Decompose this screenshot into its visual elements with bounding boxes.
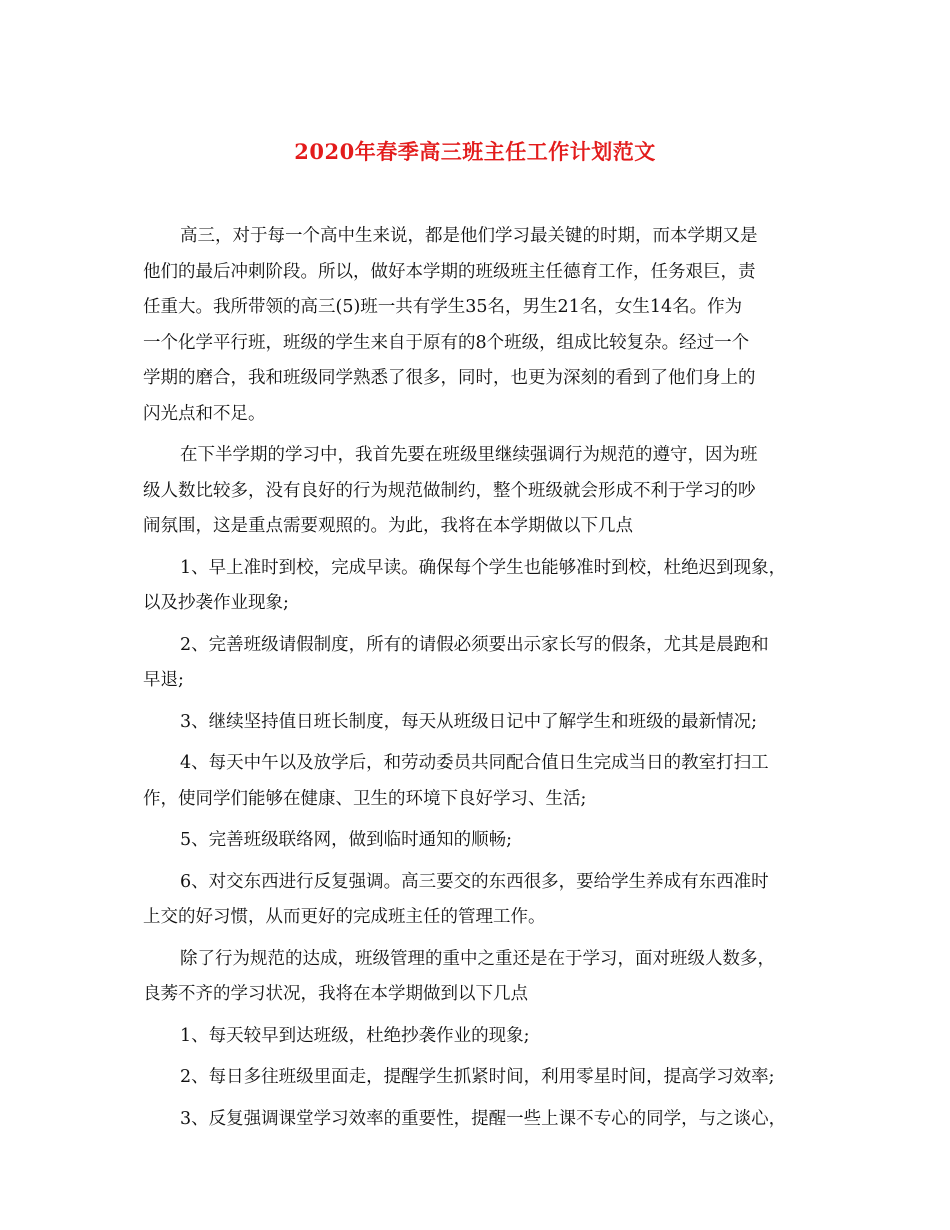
paragraph <box>143 746 813 817</box>
document-title: 2020年春季高三班主任工作计划范文 <box>294 139 656 164</box>
paragraph-line: 以及抄袭作业现象; <box>143 593 289 613</box>
paragraph <box>143 705 813 741</box>
paragraph <box>143 1102 813 1138</box>
paragraph-line: 5、完善班级联络网，做到临时通知的顺畅; <box>180 830 513 850</box>
paragraph-line: 6、对交东西进行反复强调。高三要交的东西很多，要给学生养成有东西准时 <box>180 871 769 892</box>
paragraph <box>143 219 813 432</box>
paragraph-line: 上交的好习惯，从而更好的完成班主任的管理工作。 <box>143 907 546 927</box>
paragraph-line: 他们的最后冲刺阶段。所以，做好本学期的班级班主任德育工作，任务艰巨，责 <box>143 261 756 282</box>
paragraph-line: 在下半学期的学习中，我首先要在班级里继续强调行为规范的遵守，因为班 <box>180 445 758 465</box>
paragraph <box>143 628 813 699</box>
paragraph-line: 学期的磨合，我和班级同学熟悉了很多，同时，也更为深刻的看到了他们身上的 <box>143 368 756 388</box>
paragraph-line: 1、早上准时到校，完成早读。确保每个学生也能够准时到校，杜绝迟到现象， <box>180 557 787 578</box>
paragraph <box>143 551 813 622</box>
paragraph-line: 一个化学平行班，班级的学生来自于原有的8个班级，组成比较复杂。经过一个 <box>143 332 750 353</box>
paragraph-line: 级人数比较多，没有良好的行为规范做制约，整个班级就会形成不利于学习的吵 <box>143 480 756 501</box>
paragraph-line: 2、完善班级请假制度，所有的请假必须要出示家长写的假条，尤其是晨跑和 <box>180 634 769 655</box>
paragraph <box>143 823 813 859</box>
paragraph-line: 2、每日多往班级里面走，提醒学生抓紧时间，利用零星时间，提高学习效率; <box>180 1067 775 1087</box>
paragraph-line: 3、继续坚持值日班长制度，每天从班级日记中了解学生和班级的最新情况; <box>180 711 758 732</box>
paragraph <box>143 942 813 1013</box>
paragraph <box>143 1060 813 1096</box>
document-body <box>143 219 813 1143</box>
paragraph <box>143 1019 813 1055</box>
paragraph-line: 1、每天较早到达班级，杜绝抄袭作业的现象; <box>180 1025 530 1046</box>
paragraph-line: 除了行为规范的达成，班级管理的重中之重还是在于学习，面对班级人数多， <box>180 948 775 969</box>
paragraph-line: 闹氛围，这是重点需要观照的。为此，我将在本学期做以下几点 <box>143 516 633 536</box>
paragraph-line: 闪光点和不足。 <box>143 403 266 424</box>
paragraph-line: 4、每天中午以及放学后，和劳动委员共同配合值日生完成当日的教室打扫工 <box>180 753 769 773</box>
paragraph <box>143 865 813 936</box>
paragraph <box>143 438 813 545</box>
paragraph-line: 高三，对于每一个高中生来说，都是他们学习最关键的时期，而本学期又是 <box>180 226 758 246</box>
paragraph-line: 任重大。我所带领的高三(5)班一共有学生35名，男生21名，女生14名。作为 <box>143 297 743 317</box>
paragraph-line: 良莠不齐的学习状况，我将在本学期做到以下几点 <box>143 984 528 1004</box>
paragraph-line: 早退; <box>143 670 184 690</box>
paragraph-line: 3、反复强调课堂学习效率的重要性，提醒一些上课不专心的同学，与之谈心， <box>180 1108 787 1129</box>
paragraph-line: 作，使同学们能够在健康、卫生的环境下良好学习、生活; <box>143 788 587 809</box>
